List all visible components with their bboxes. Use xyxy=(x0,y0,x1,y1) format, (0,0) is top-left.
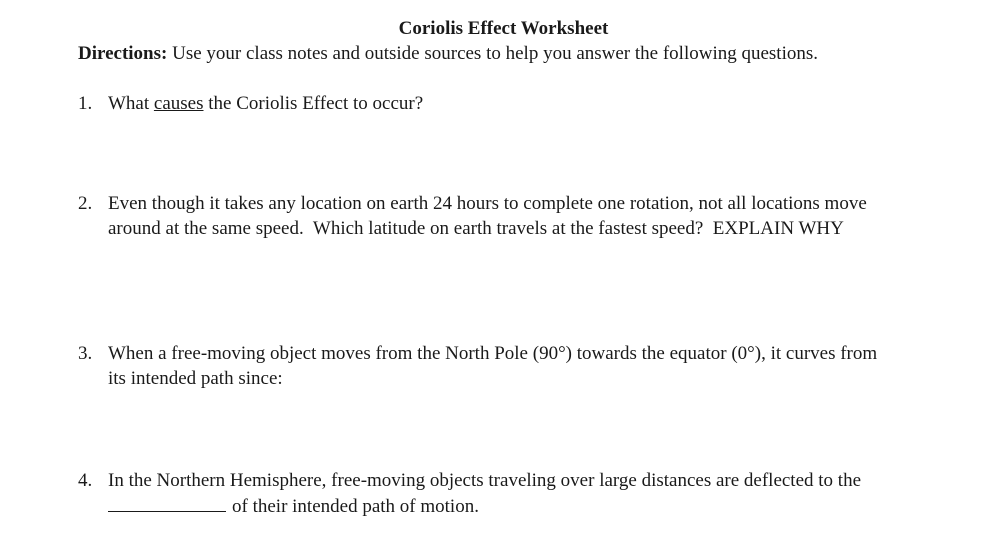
question-line-with-blank xyxy=(108,493,958,519)
directions-text: Use your class notes and outside sources to help you answer the following questions. xyxy=(167,43,818,64)
question-number: 1. xyxy=(78,93,93,114)
question-line: In the Northern Hemisphere, free-moving objects traveling over large distances are deflected to the xyxy=(108,470,862,491)
answer-blank[interactable] xyxy=(108,493,226,512)
question-text-part: What xyxy=(108,93,154,114)
question-4 xyxy=(78,468,958,519)
question-line: around at the same speed. Which latitude on earth travels at the fastest speed? EXPLAIN WHY xyxy=(108,218,844,239)
question-text xyxy=(108,191,958,241)
question-line: When a free-moving object moves from the North Pole (90°) towards the equator (0°), it curves from xyxy=(108,343,878,364)
question-line: its intended path since: xyxy=(108,368,283,389)
directions xyxy=(78,42,988,66)
question-text xyxy=(108,468,958,519)
question-2 xyxy=(78,191,958,241)
question-1 xyxy=(78,91,958,116)
underlined-word: causes xyxy=(153,93,204,114)
question-line: of their intended path of motion. xyxy=(232,496,479,517)
question-text xyxy=(108,341,958,391)
question-text xyxy=(108,91,958,116)
question-number: 4. xyxy=(78,470,93,491)
question-3 xyxy=(78,341,958,391)
question-text-part: the Coriolis Effect to occur? xyxy=(203,93,424,114)
directions-label: Directions: xyxy=(78,43,168,64)
question-line: Even though it takes any location on earth 24 hours to complete one rotation, not all locations move xyxy=(108,193,867,214)
question-number: 3. xyxy=(78,343,93,364)
worksheet-title: Coriolis Effect Worksheet xyxy=(398,18,609,39)
question-number: 2. xyxy=(78,193,93,214)
